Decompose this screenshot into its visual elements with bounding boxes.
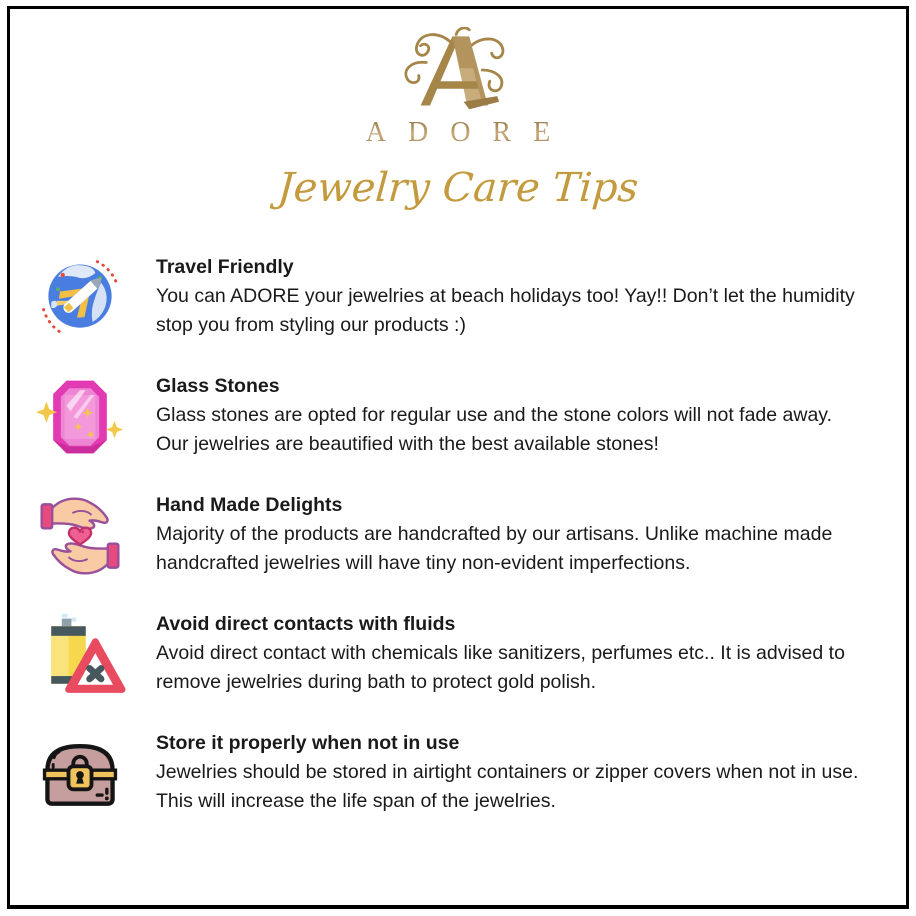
tip-body: Glass stones are opted for regular use and the stone colors will not fade away. Our jewelries are beautified with the best available stones! (156, 404, 833, 455)
tip-row-travel (34, 251, 868, 345)
brand-name: ADORE (10, 117, 906, 149)
tip-text (156, 727, 868, 816)
globe-plane-icon (34, 251, 126, 345)
tagline: Jewelry Care Tips (276, 165, 640, 211)
tip-text (156, 251, 868, 340)
tip-text (156, 608, 868, 697)
tip-row-fluids (34, 608, 868, 702)
tip-title: Travel Friendly (156, 256, 294, 278)
tip-body: You can ADORE your jewelries at beach holidays too! Yay!! Don’t let the humidity stop you from styling our products :) (156, 285, 855, 336)
chemical-warning-icon (34, 608, 126, 702)
care-tips-card (7, 6, 909, 909)
tip-body: Jewelries should be stored in airtight containers or zipper covers when not in use. This will increase the life span of the jewelries. (156, 761, 859, 812)
tip-title: Store it properly when not in use (156, 732, 460, 754)
adore-logo-flourish-icon (383, 27, 533, 113)
tip-text (156, 370, 868, 459)
tip-row-handmade (34, 489, 868, 583)
tip-title: Avoid direct contacts with fluids (156, 613, 456, 635)
tip-body: Avoid direct contact with chemicals like sanitizers, perfumes etc.. It is advised to remove jewelries during bath to protect gold polish. (156, 642, 845, 693)
tip-row-storage (34, 727, 868, 821)
tip-row-glass-stones (34, 370, 868, 464)
header (10, 9, 906, 211)
tip-title: Hand Made Delights (156, 494, 343, 516)
gemstone-icon (34, 370, 126, 464)
tip-text (156, 489, 868, 578)
treasure-chest-icon (34, 727, 126, 821)
tips-list (10, 251, 906, 821)
hands-heart-icon (34, 489, 126, 583)
tip-body: Majority of the products are handcrafted by our artisans. Unlike machine made handcrafted jewelries will have tiny non-evident imperfections. (156, 523, 833, 574)
tip-title: Glass Stones (156, 375, 280, 397)
